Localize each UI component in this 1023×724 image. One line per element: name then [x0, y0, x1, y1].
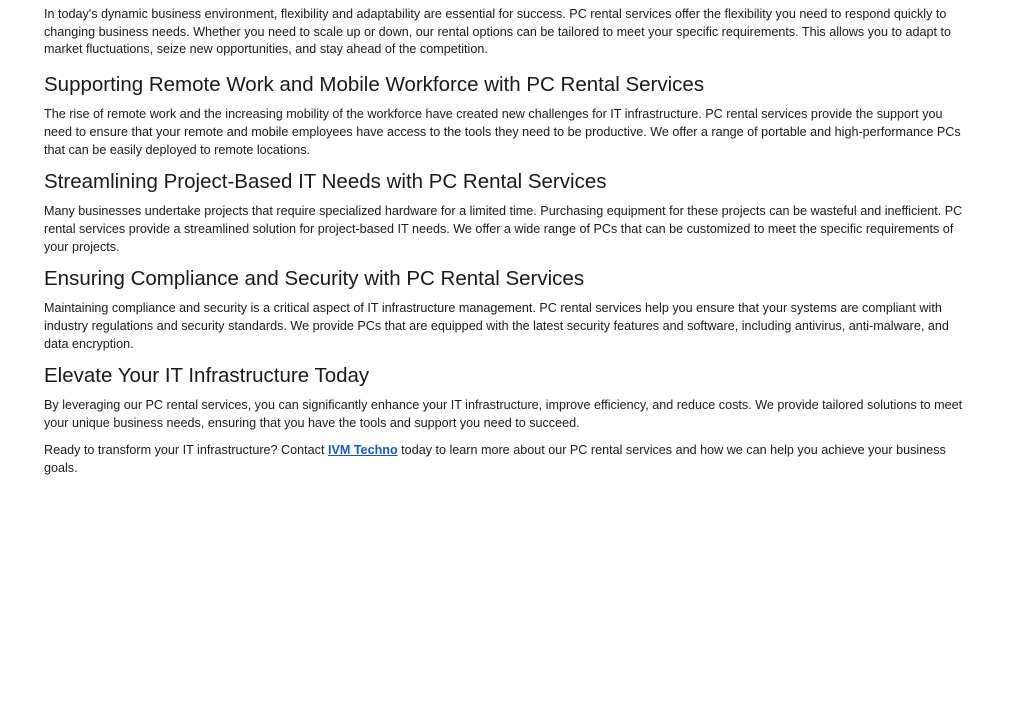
- call-to-action-paragraph: [44, 442, 973, 477]
- section-elevate: [44, 364, 973, 432]
- section-remote-work: [44, 73, 973, 159]
- section-paragraph: The rise of remote work and the increasing mobility of the workforce have created new challenges for IT infrastructure. PC rental services provide the support you need to ensure that your remote and mobile employees have access to the tools they need to be productive. We offer a range of portable and high-performance PCs that can be easily deployed to remote locations.: [44, 107, 961, 157]
- cta-text-before: Ready to transform your IT infrastructure? Contact: [44, 442, 328, 457]
- section-paragraph: By leveraging our PC rental services, you can significantly enhance your IT infrastructure, improve efficiency, and reduce costs. We provide tailored solutions to meet your unique business needs, ensuring that you have the tools and support you need to succeed.: [44, 398, 963, 431]
- section-compliance-security: [44, 267, 973, 353]
- section-heading: Streamlining Project-Based IT Needs with PC Rental Services: [44, 170, 607, 194]
- section-heading: Ensuring Compliance and Security with PC Rental Services: [44, 267, 585, 291]
- intro-paragraph: In today's dynamic business environment, flexibility and adaptability are essential for success. PC rental services offer the flexibility you need to respond quickly to changing business needs. Whether you need to scale up or down, our rental options can be tailored to meet your specific requirements. This allows you to adapt to market fluctuations, seize new opportunities, and stay ahead of the competition.: [44, 7, 952, 57]
- ivm-techno-link[interactable]: IVM Techno: [327, 442, 398, 457]
- cta-text-after: today to learn more about our PC rental services and how we can help you achieve your business goals.: [44, 442, 946, 475]
- section-paragraph: Many businesses undertake projects that require specialized hardware for a limited time. Purchasing equipment for these projects can be wasteful and inefficient. PC rental services provide a streamlined solution for project-based IT needs. We offer a wide range of PCs that can be customized to meet the specific requirements of your projects.: [44, 204, 963, 254]
- section-project-based: [44, 170, 973, 256]
- section-heading: Elevate Your IT Infrastructure Today: [44, 364, 370, 388]
- section-heading: Supporting Remote Work and Mobile Workforce with PC Rental Services: [44, 73, 705, 97]
- section-paragraph: Maintaining compliance and security is a critical aspect of IT infrastructure management. PC rental services help you ensure that your systems are compliant with industry regulations and security standards. We provide PCs that are equipped with the latest security features and software, including antivirus, anti-malware, and data encryption.: [44, 301, 949, 351]
